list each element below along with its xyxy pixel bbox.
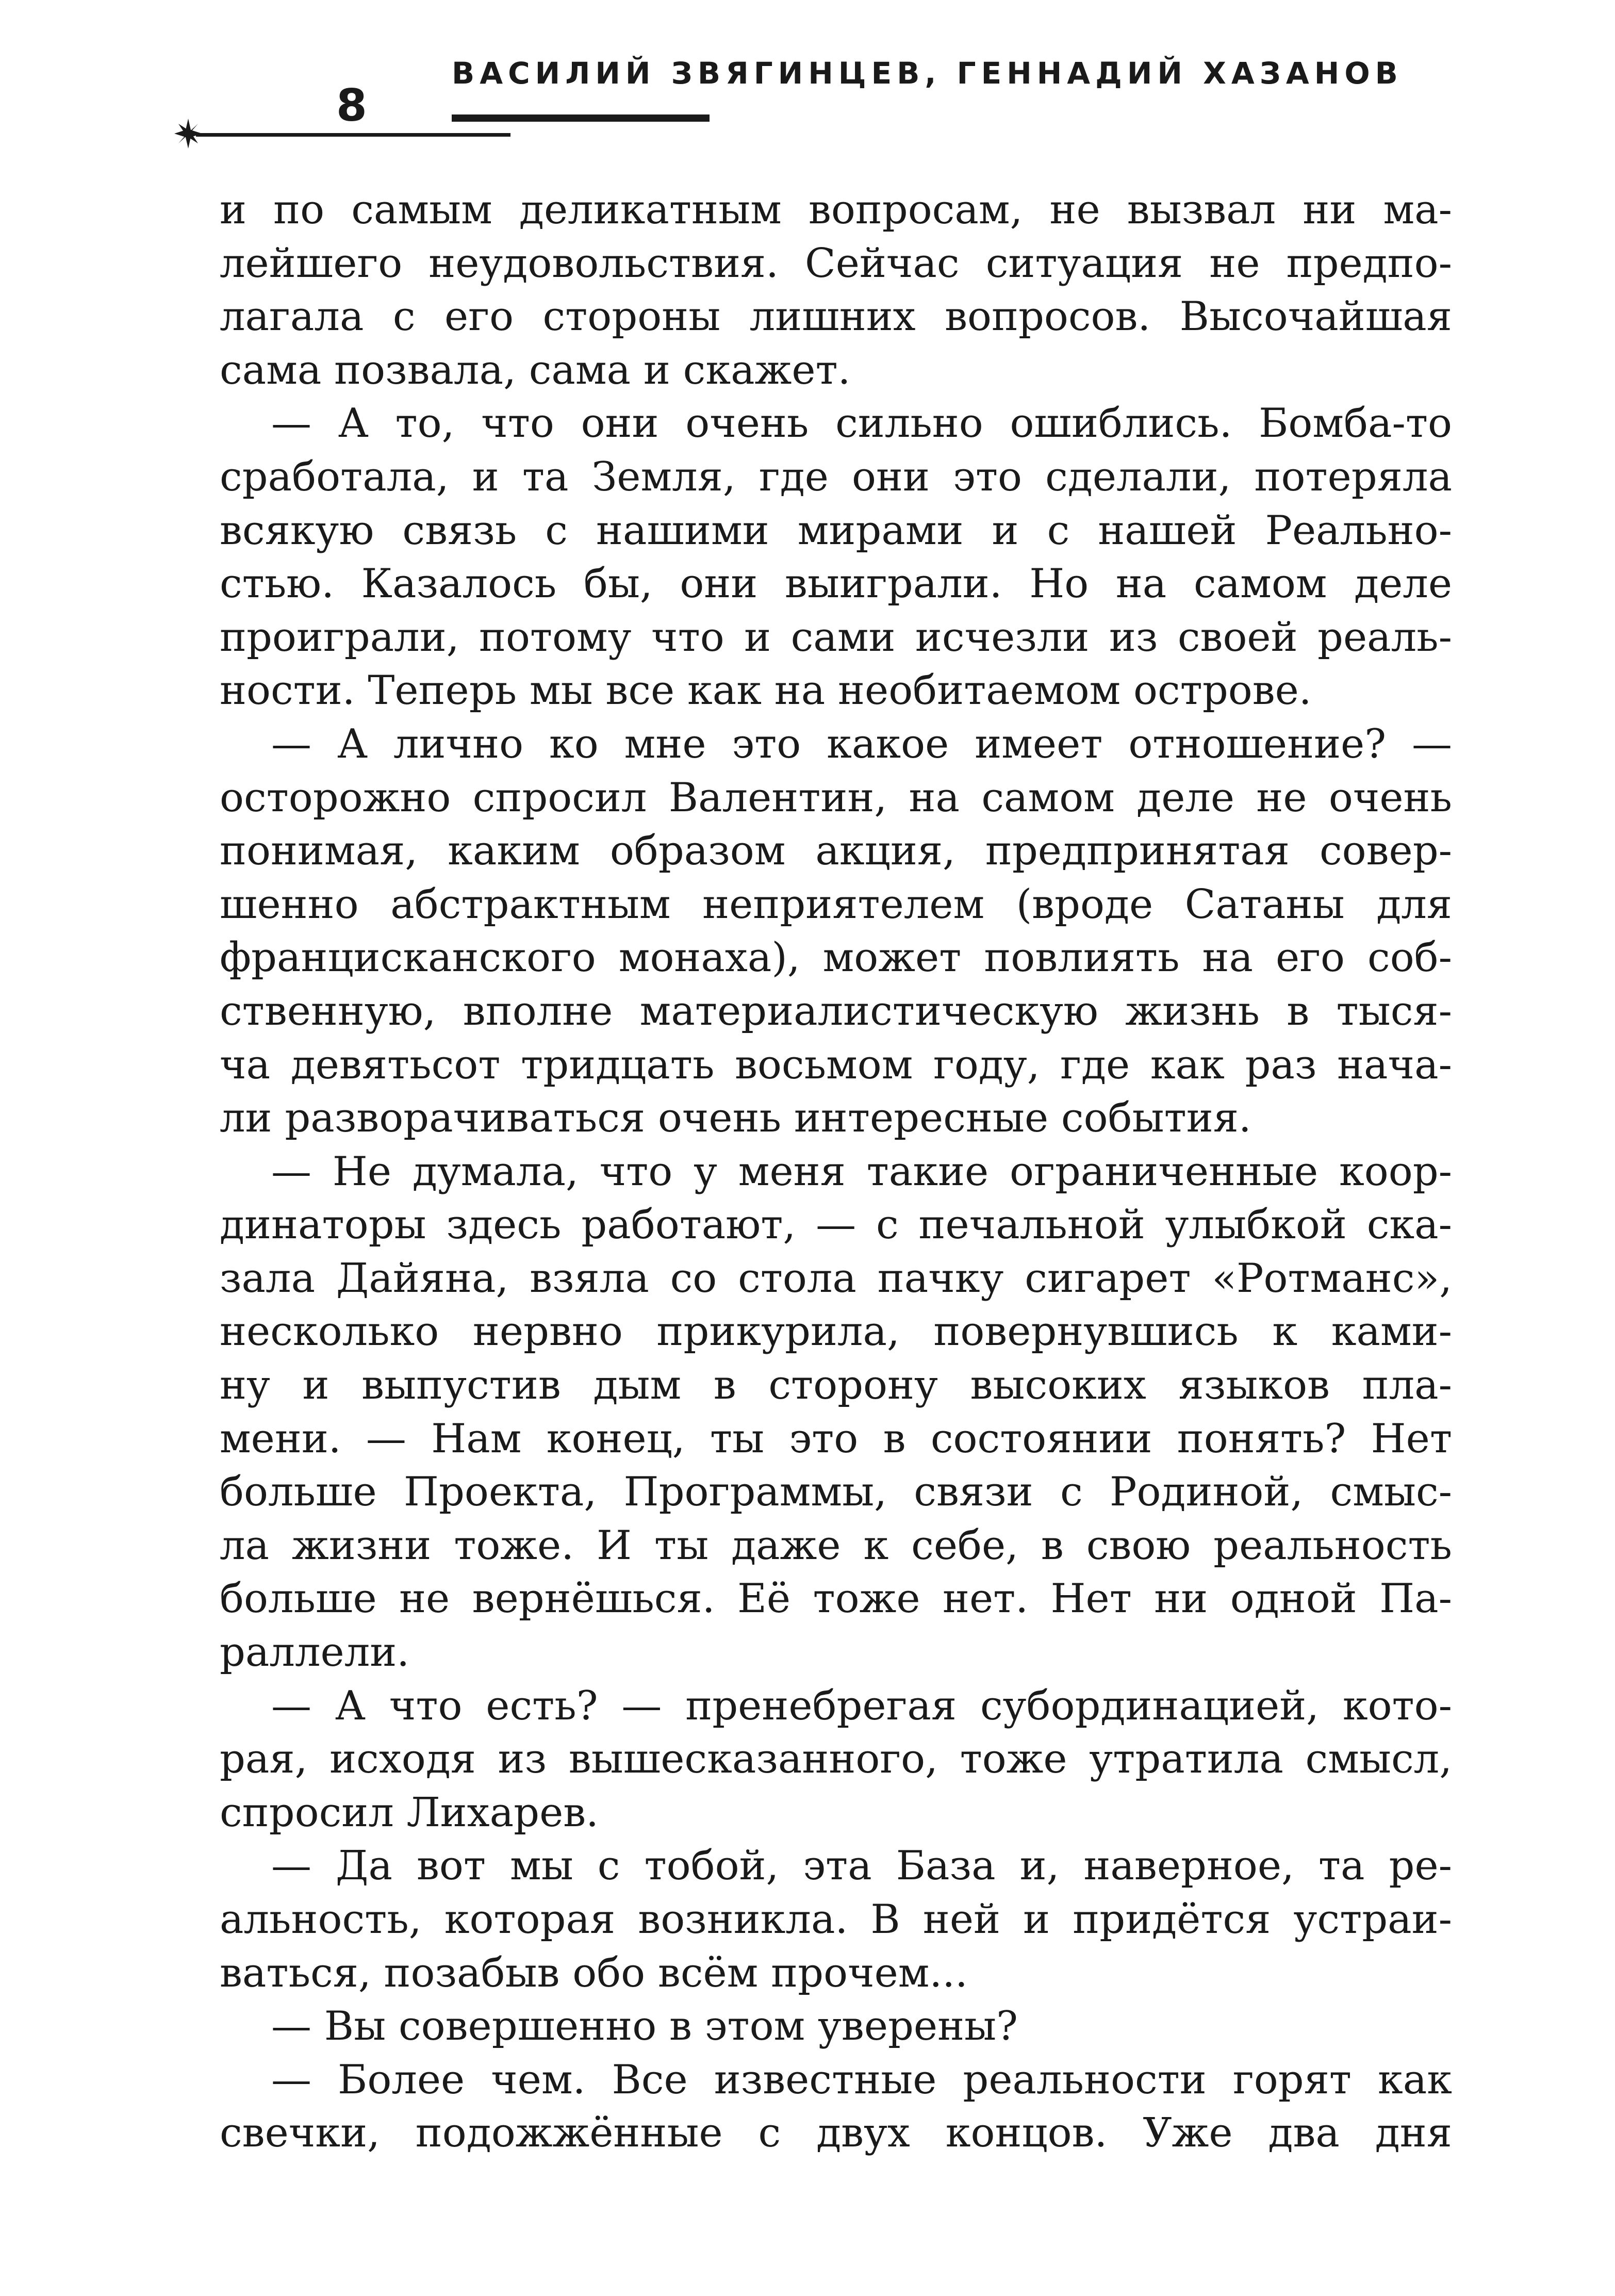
text-line: стью. Казалось бы, они выиграли. Но на самом деле (220, 561, 1452, 608)
text-line: мени. — Нам конец, ты это в состоянии понять? Нет (220, 1415, 1452, 1462)
text-line: — А лично ко мне это какое имеет отношение? — (271, 720, 1452, 767)
body-text (220, 184, 1452, 2160)
text-line: спросил Лихарев. (220, 1789, 599, 1836)
text-line: — А что есть? — пренебрегая субординацией, кото- (271, 1682, 1452, 1729)
text-line: францисканского монаха), может повлиять на его соб- (220, 934, 1452, 981)
text-line: ли разворачиваться очень интересные события. (220, 1095, 1251, 1142)
text-line: больше Проекта, Программы, связи с Родиной, смыс- (220, 1469, 1452, 1516)
text-line: проиграли, потому что и сами исчезли из своей реаль- (220, 614, 1452, 661)
text-line: и по самым деликатным вопросам, не вызвал ни ма- (220, 187, 1452, 233)
text-line: лагала с его стороны лишних вопросов. Высочайшая (220, 293, 1452, 340)
text-line: — А то, что они очень сильно ошиблись. Бомба-то (271, 400, 1452, 447)
text-line: ственную, вполне материалистическую жизнь в тыся- (220, 988, 1452, 1035)
text-line: несколько нервно прикурила, повернувшись к ками- (220, 1308, 1452, 1355)
text-line: ну и выпустив дым в сторону высоких языков пла- (220, 1362, 1452, 1409)
text-line: лейшего неудовольствия. Сейчас ситуация не предпо- (220, 240, 1452, 287)
page-number: 8 (336, 80, 367, 132)
text-line: — Более чем. Все известные реальности горят как (271, 2056, 1452, 2103)
text-line: сама позвала, сама и скажет. (220, 347, 851, 393)
text-line: — Да вот мы с тобой, эта База и, наверное, та ре- (271, 1843, 1452, 1890)
text-line: ла жизни тоже. И ты даже к себе, в свою реальность (220, 1522, 1452, 1569)
text-line: — Вы совершенно в этом уверены? (271, 2003, 1018, 2050)
text-line: альность, которая возникла. В ней и придётся устраи- (220, 1896, 1452, 1943)
text-line: больше не вернёшься. Её тоже нет. Нет ни одной Па- (220, 1576, 1452, 1622)
text-line: ваться, позабыв обо всём прочем... (220, 1949, 968, 1996)
text-line: ности. Теперь мы все как на необитаемом острове. (220, 667, 1312, 714)
header-rule-thick (452, 114, 710, 122)
text-line: всякую связь с нашими мирами и с нашей Реально- (220, 507, 1452, 554)
star-icon (171, 117, 205, 151)
text-line: свечки, подожжённые с двух концов. Уже два дня (220, 2110, 1452, 2157)
text-line: раллели. (220, 1629, 410, 1676)
text-line: зала Дайяна, взяла со стола пачку сигарет «Ротманс», (220, 1255, 1452, 1302)
text-line: понимая, каким образом акция, предпринятая совер- (220, 828, 1452, 875)
text-line: динаторы здесь работают, — с печальной улыбкой ска- (220, 1202, 1452, 1249)
text-line: рая, исходя из вышесказанного, тоже утратила смысл, (220, 1736, 1452, 1783)
text-line: осторожно спросил Валентин, на самом деле не очень (220, 774, 1452, 821)
text-line: шенно абстрактным неприятелем (вроде Сатаны для (220, 881, 1452, 928)
header-rule-thin (196, 133, 510, 137)
text-line: — Не думала, что у меня такие ограниченные коор- (271, 1148, 1452, 1195)
text-line: ча девятьсот тридцать восьмом году, где как раз нача- (220, 1041, 1452, 1088)
running-head-title: ВАСИЛИЙ ЗВЯГИНЦЕВ, ГЕННАДИЙ ХАЗАНОВ (452, 56, 1403, 91)
text-line: сработала, и та Земля, где они это сделали, потеряла (220, 453, 1452, 500)
